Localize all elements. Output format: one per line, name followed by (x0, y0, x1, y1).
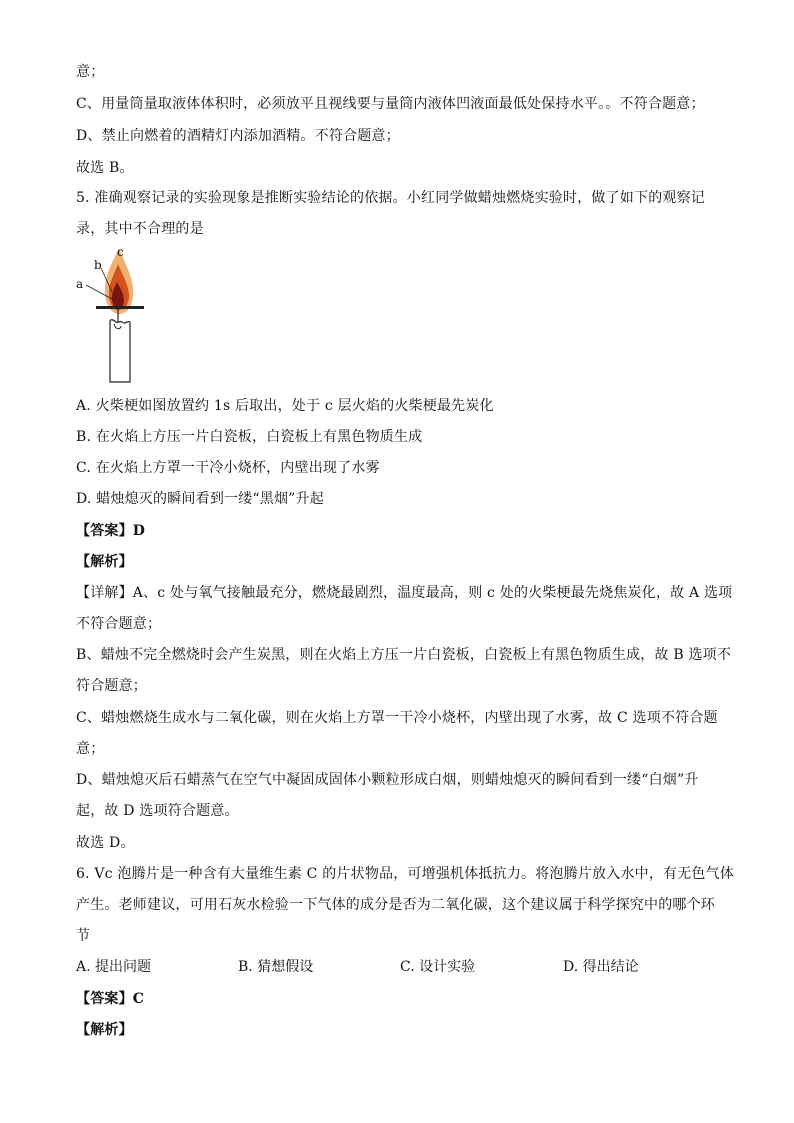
explanation-line: B、蜡烛不完全燃烧时会产生炭黑，则在火焰上方压一片白瓷板，白瓷板上有黑色物质生成，故 B 选项不 (76, 647, 732, 663)
label-a: a (76, 277, 84, 291)
text-line: D、禁止向燃着的酒精灯内添加酒精。不符合题意； (76, 128, 400, 144)
explanation-line: 起，故 D 选项符合题意。 (76, 803, 239, 819)
question-6-stem: 节 (76, 928, 91, 944)
explanation-line: 不符合题意； (76, 616, 162, 632)
option-a: A. 火柴梗如图放置约 1s 后取出，处于 c 层火焰的火柴梗最先炭化 (76, 398, 494, 414)
explanation-line: C、蜡烛燃烧生成水与二氧化碳，则在火焰上方罩一干冷小烧杯，内壁出现了水雾，故 C 选项不符合题 (76, 710, 718, 726)
explanation-line: D、蜡烛熄灭后石蜡蒸气在空气中凝固成固体小颗粒形成白烟，则蜡烛熄灭的瞬间看到一缕“白烟”升 (76, 772, 699, 788)
question-6-stem: 6. Vc 泡腾片是一种含有大量维生素 C 的片状物品，可增强机体抵抗力。将泡腾片放入水中，有无色气体 (76, 866, 735, 882)
analysis-label: 【解析】 (76, 554, 133, 570)
candle-flame-figure (70, 242, 160, 387)
question-6-options (76, 957, 716, 977)
answer-label: 【答案】C (76, 991, 145, 1007)
option-b: B. 在火焰上方压一片白瓷板，白瓷板上有黑色物质生成 (76, 429, 423, 445)
question-5-stem: 录，其中不合理的是 (76, 221, 204, 237)
label-c: c (117, 245, 124, 259)
analysis-label: 【解析】 (76, 1022, 133, 1038)
question-5-stem: 5. 准确观察记录的实验现象是推断实验结论的依据。小红同学做蜡烛燃烧实验时，做了如下的观察记 (76, 190, 706, 206)
option-d: D. 得出结论 (563, 959, 639, 975)
explanation-line: 符合题意； (76, 678, 147, 694)
option-b: B. 猜想假设 (238, 959, 314, 975)
question-6-stem: 产生。老师建议，可用石灰水检验一下气体的成分是否为二氧化碳，这个建议属于科学探究中的哪个环 (76, 897, 715, 913)
text-line: 意； (76, 64, 105, 80)
explanation-line: 意； (76, 741, 105, 757)
option-c: C. 在火焰上方罩一干冷小烧杯，内壁出现了水雾 (76, 460, 380, 476)
label-b: b (94, 258, 102, 272)
text-line: 故选 B。 (76, 160, 134, 176)
option-c: C. 设计实验 (400, 959, 476, 975)
candle-body (110, 322, 130, 382)
answer-label: 【答案】D (76, 523, 146, 539)
match-stick (96, 306, 144, 309)
text-line: C、用量筒量取液体体积时，必须放平且视线要与量筒内液体凹液面最低处保持水平。。不符合题意； (76, 96, 705, 112)
explanation-line: 【详解】A、c 处与氧气接触最充分，燃烧最剧烈，温度最高，则 c 处的火柴梗最先烧焦炭化，故 A 选项 (76, 585, 733, 601)
option-a: A. 提出问题 (76, 959, 152, 975)
explanation-line: 故选 D。 (76, 835, 135, 851)
option-d: D. 蜡烛熄灭的瞬间看到一缕“黑烟”升起 (76, 491, 324, 507)
